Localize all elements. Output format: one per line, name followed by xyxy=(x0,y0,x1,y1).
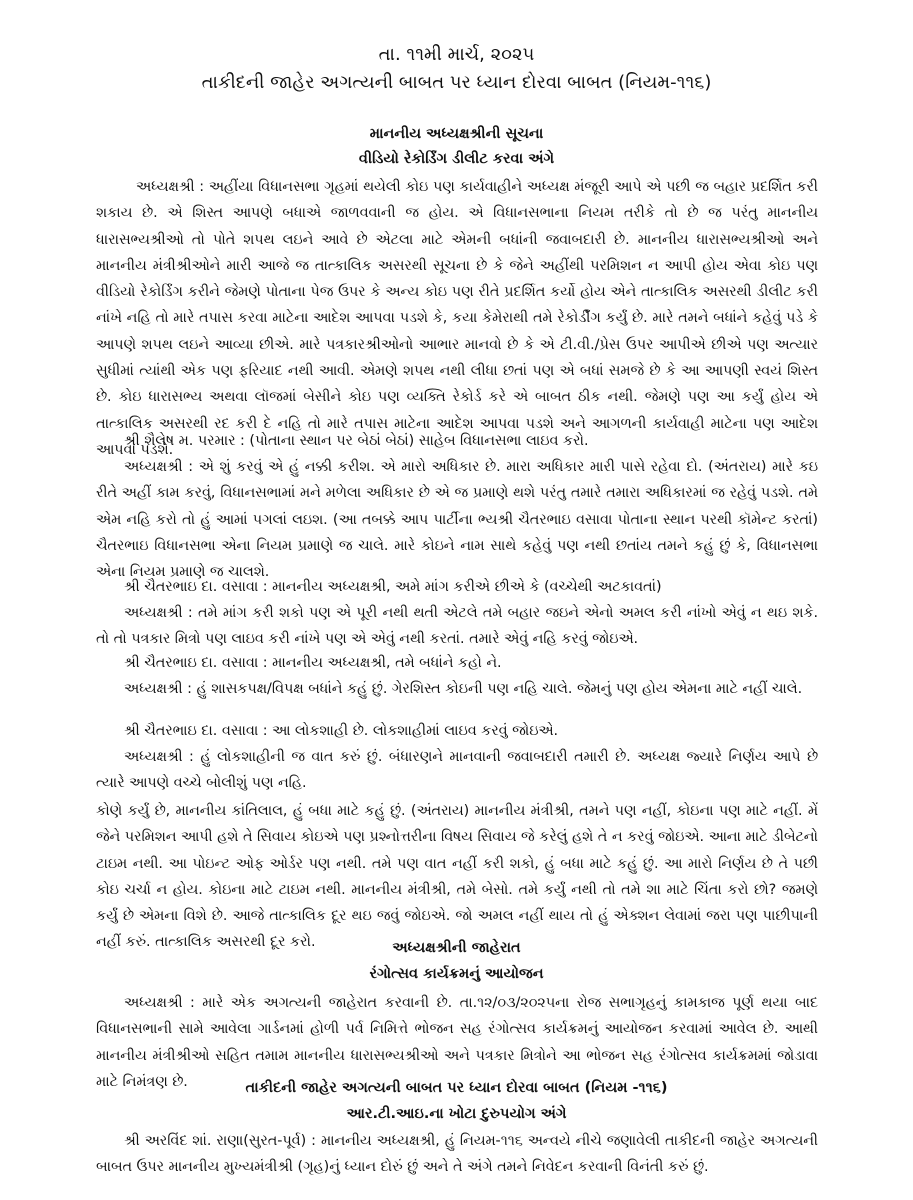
speaker-paragraph: શ્રી ચૈતરભાઇ દા. વસાવા : માનનીય અધ્યક્ષશ્રી, તમે બધાંને કહો ને. xyxy=(124,655,502,671)
section-subtitle: વીડિયો રેકોર્ડિંગ ડીલીટ કરવા અંગે xyxy=(358,151,555,167)
speaker-paragraph: અધ્યક્ષશ્રી : હું શાસકપક્ષ/વિપક્ષ બધાંને કહું છું. ગેરશિસ્ત કોઇની પણ નહિ ચાલે. જેમનું પણ હોય એમના માટે નહીં ચાલે. xyxy=(124,681,803,697)
speaker-paragraph: શ્રી અરવિંદ શાં. રાણા(સુરત-પૂર્વ) : માનનીય અધ્યક્ષશ્રી, હું નિયમ-૧૧૬ અન્વયે નીચે જણાવેલી તાકીદની જાહેર અગત્યની બાબત ઉપર માનનીય મુખ્યમંત્રીશ્રી (ગૃહ)નું ધ્યાન દોરું છું અને તે અંગે તમને નિવેદન કરવાની વિનંતી કરું છું. xyxy=(96,1133,818,1176)
document-subject: તાકીદની જાહેર અગત્યની બાબત પર ધ્યાન દોરવા બાબત (નિયમ-૧૧૬) xyxy=(201,72,712,93)
speaker-paragraph: અધ્યક્ષશ્રી : અહીંયા વિધાનસભા ગૃહમાં થયેલી કોઇ પણ કાર્યવાહીને અધ્યક્ષ મંજૂરી આપે એ પછી જ બહાર પ્રદર્શિત કરી શકાય છે. એ શિસ્ત આપણે બધાએ જાળવવાની જ હોય. એ વિધાનસભાના નિયમ તરીકે તો છે જ પરંતુ માનનીય ધારાસભ્યશ્રીઓ તો પોતે શપથ લઇને આવે છે એટલા માટે એમની બધાંની જવાબદારી છે. માનનીય ધારાસભ્યશ્રીઓ અને માનનીય મંત્રીશ્રીઓને મારી આજે જ તાત્કાલિક અસરથી સૂચના છે કે જેને અહીંથી પરમિશન ન આપી હોય એવા કોઇ પણ વીડિયો રેકોર્ડિંગ કરીને જેમણે પોતાના પેજ ઉપર કે અન્ય કોઇ પણ રીતે પ્રદર્શિત કર્યો હોય એને તાત્કાલિક અસરથી ડીલીટ કરી નાંખે નહિ તો મારે તપાસ કરવા માટેના આદેશ આપવા પડશે કે, કયા કેમેરાથી તમે રેકોર્ડીંગ કર્યું છે. મારે તમને બધાંને કહેવું પડે કે આપણે શપથ લઇને આવ્યા છીએ. મારે પત્રકારશ્રીઓનો આભાર માનવો છે કે એ ટી.વી./પ્રેસ ઉપર આપીએ છીએ પણ અત્યાર સુધીમાં ત્યાંથી એક પણ ફરિયાદ નથી આવી. એમણે શપથ નથી લીધા છતાં પણ એ બધાં સમજે છે કે આ આપણી સ્વયં શિસ્ત છે. કોઇ ધારાસભ્ય અથવા લૉજમાં બેસીને કોઇ પણ વ્યક્તિ રેકોર્ડ કરે એ બાબત ઠીક નથી. જેમણે પણ આ કર્યું હોય એ તાત્કાલિક અસરથી રદ કરી દે નહિ તો મારે તપાસ માટેના આદેશ આપવા પડશે અને આગળની કાર્યવાહી માટેના પણ આદેશ આપવા પડશે. xyxy=(96,179,818,458)
section-title: અધ્યક્ષશ્રીની જાહેરાત xyxy=(392,940,521,956)
section-title: તાકીદની જાહેર અગત્યની બાબત પર ધ્યાન દોરવા બાબત (નિયમ -૧૧૬) xyxy=(245,1080,668,1096)
section-subtitle: આર.ટી.આઇ.ના ખોટા દુરુપયોગ અંગે xyxy=(346,1106,567,1122)
speaker-paragraph: શ્રી ચૈતરભાઇ દા. વસાવા : આ લોકશાહી છે. લોકશાહીમાં લાઇવ કરવું જોઇએ. xyxy=(124,723,559,739)
speaker-paragraph: કોણે કર્યું છે, માનનીય કાંતિલાલ, હું બધા માટે કહું છું. (અંતરાય) માનનીય મંત્રીશ્રી, તમને પણ નહીં, કોઇના પણ માટે નહીં. મેં જેને પરમિશન આપી હશે તે સિવાય કોઇએ પણ પ્રશ્નોત્તરીના વિષય સિવાય જે કરેલું હશે તે ન કરવું જોઇએ. આના માટે ડીબેટનો ટાઇમ નથી. આ પોઇન્ટ ઓફ ઓર્ડર પણ નથી. તમે પણ વાત નહીં કરી શકો, હું બધા માટે કહું છું. આ મારો નિર્ણય છે તે પછી કોઇ ચર્ચા ન હોય. કોઇના માટે ટાઇમ નથી. માનનીય મંત્રીશ્રી, તમે બેસો. તમે કર્યું નથી તો તમે શા માટે ચિંતા કરો છો? જમણે કર્યું છે એમના વિશે છે. આજે તાત્કાલિક દૂર થઇ જવું જોઇએ. જો અમલ નહીં થાય તો હું એક્શન લેવામાં જરા પણ પાછીપાની નહીં કરું. તાત્કાલિક અસરથી દૂર કરો. xyxy=(96,803,818,951)
speaker-paragraph: શ્રી શૈલેષ મ. પરમાર : (પોતાના સ્થાન પર બેઠાં બેઠાં) સાહેબ વિધાનસભા લાઇવ કરો. xyxy=(124,433,589,449)
speaker-paragraph: અધ્યક્ષશ્રી : એ શું કરવું એ હું નક્કી કરીશ. એ મારો અધિકાર છે. મારા અધિકાર મારી પાસે રહેવા દો. (અંતરાય) મારે કઇ રીતે અહીં કામ કરવું, વિધાનસભામાં મને મળેલા અધિકાર છે એ જ પ્રમાણે થશે પરંતુ તમારે તમારા અધિકારમાં જ રહેવું પડશે. તમે એમ નહિ કરો તો હું આમાં પગલાં લઇશ. (આ તબક્કે આપ પાર્ટીના ભ્યશ્રી ચૈતરભાઇ વસાવા પોતાના સ્થાન પરથી કૉમેન્ટ કરતાં) ચૈતરભાઇ વિધાનસભા એના નિયમ પ્રમાણે જ ચાલે. મારે કોઇને નામ સાથે કહેવું પણ નથી છતાંય તમને કહું છું કે, વિધાનસભા એના નિયમ પ્રમાણે જ ચાલશે. xyxy=(96,459,818,581)
section-title: માનનીય અધ્યક્ષશ્રીની સૂચના xyxy=(369,126,544,142)
speaker-paragraph: અધ્યક્ષશ્રી : તમે માંગ કરી શકો પણ એ પૂરી નથી થતી એટલે તમે બહાર જઇને એનો અમલ કરી નાંખો એવું ન થઇ શકે. તો તો પત્રકાર મિત્રો પણ લાઇવ કરી નાંખે પણ એ એવું નથી કરતાં. તમારે એવું નહિ કરવું જોઇએ. xyxy=(96,605,818,648)
speaker-paragraph: અધ્યક્ષશ્રી : હું લોકશાહીની જ વાત કરું છું. બંધારણને માનવાની જવાબદારી તમારી છે. અધ્યક્ષ જ્યારે નિર્ણય આપે છે ત્યારે આપણે વચ્ચે બોલીશું પણ નહિ. xyxy=(96,749,818,792)
speaker-paragraph: અધ્યક્ષશ્રી : મારે એક અગત્યની જાહેરાત કરવાની છે. તા.૧૨/૦૩/૨૦૨૫ના રોજ સભાગૃહનું કામકાજ પૂર્ણ થયા બાદ વિધાનસભાની સામે આવેલા ગાર્ડનમાં હોળી પર્વ નિમિત્તે ભોજન સહ રંગોત્સવ કાર્યક્રમનું આયોજન કરવામાં આવેલ છે. આથી માનનીય મંત્રીશ્રીઓ સહિત તમામ માનનીય ધારાસભ્યશ્રીઓ અને પત્રકાર મિત્રોને આ ભોજન સહ રંગોત્સવ કાર્યક્રમમાં જોડાવા માટે નિમંત્રણ છે. xyxy=(96,995,818,1090)
document-date: તા. ૧૧મી માર્ચ, ૨૦૨૫ xyxy=(378,44,535,65)
speaker-paragraph: શ્રી ચૈતરભાઇ દા. વસાવા : માનનીય અધ્યક્ષશ્રી, અમે માંગ કરીએ છીએ કે (વચ્ચેથી અટકાવતાં) xyxy=(124,579,662,595)
section-subtitle: રંગોત્સવ કાર્યક્રમનું આયોજન xyxy=(369,966,544,982)
